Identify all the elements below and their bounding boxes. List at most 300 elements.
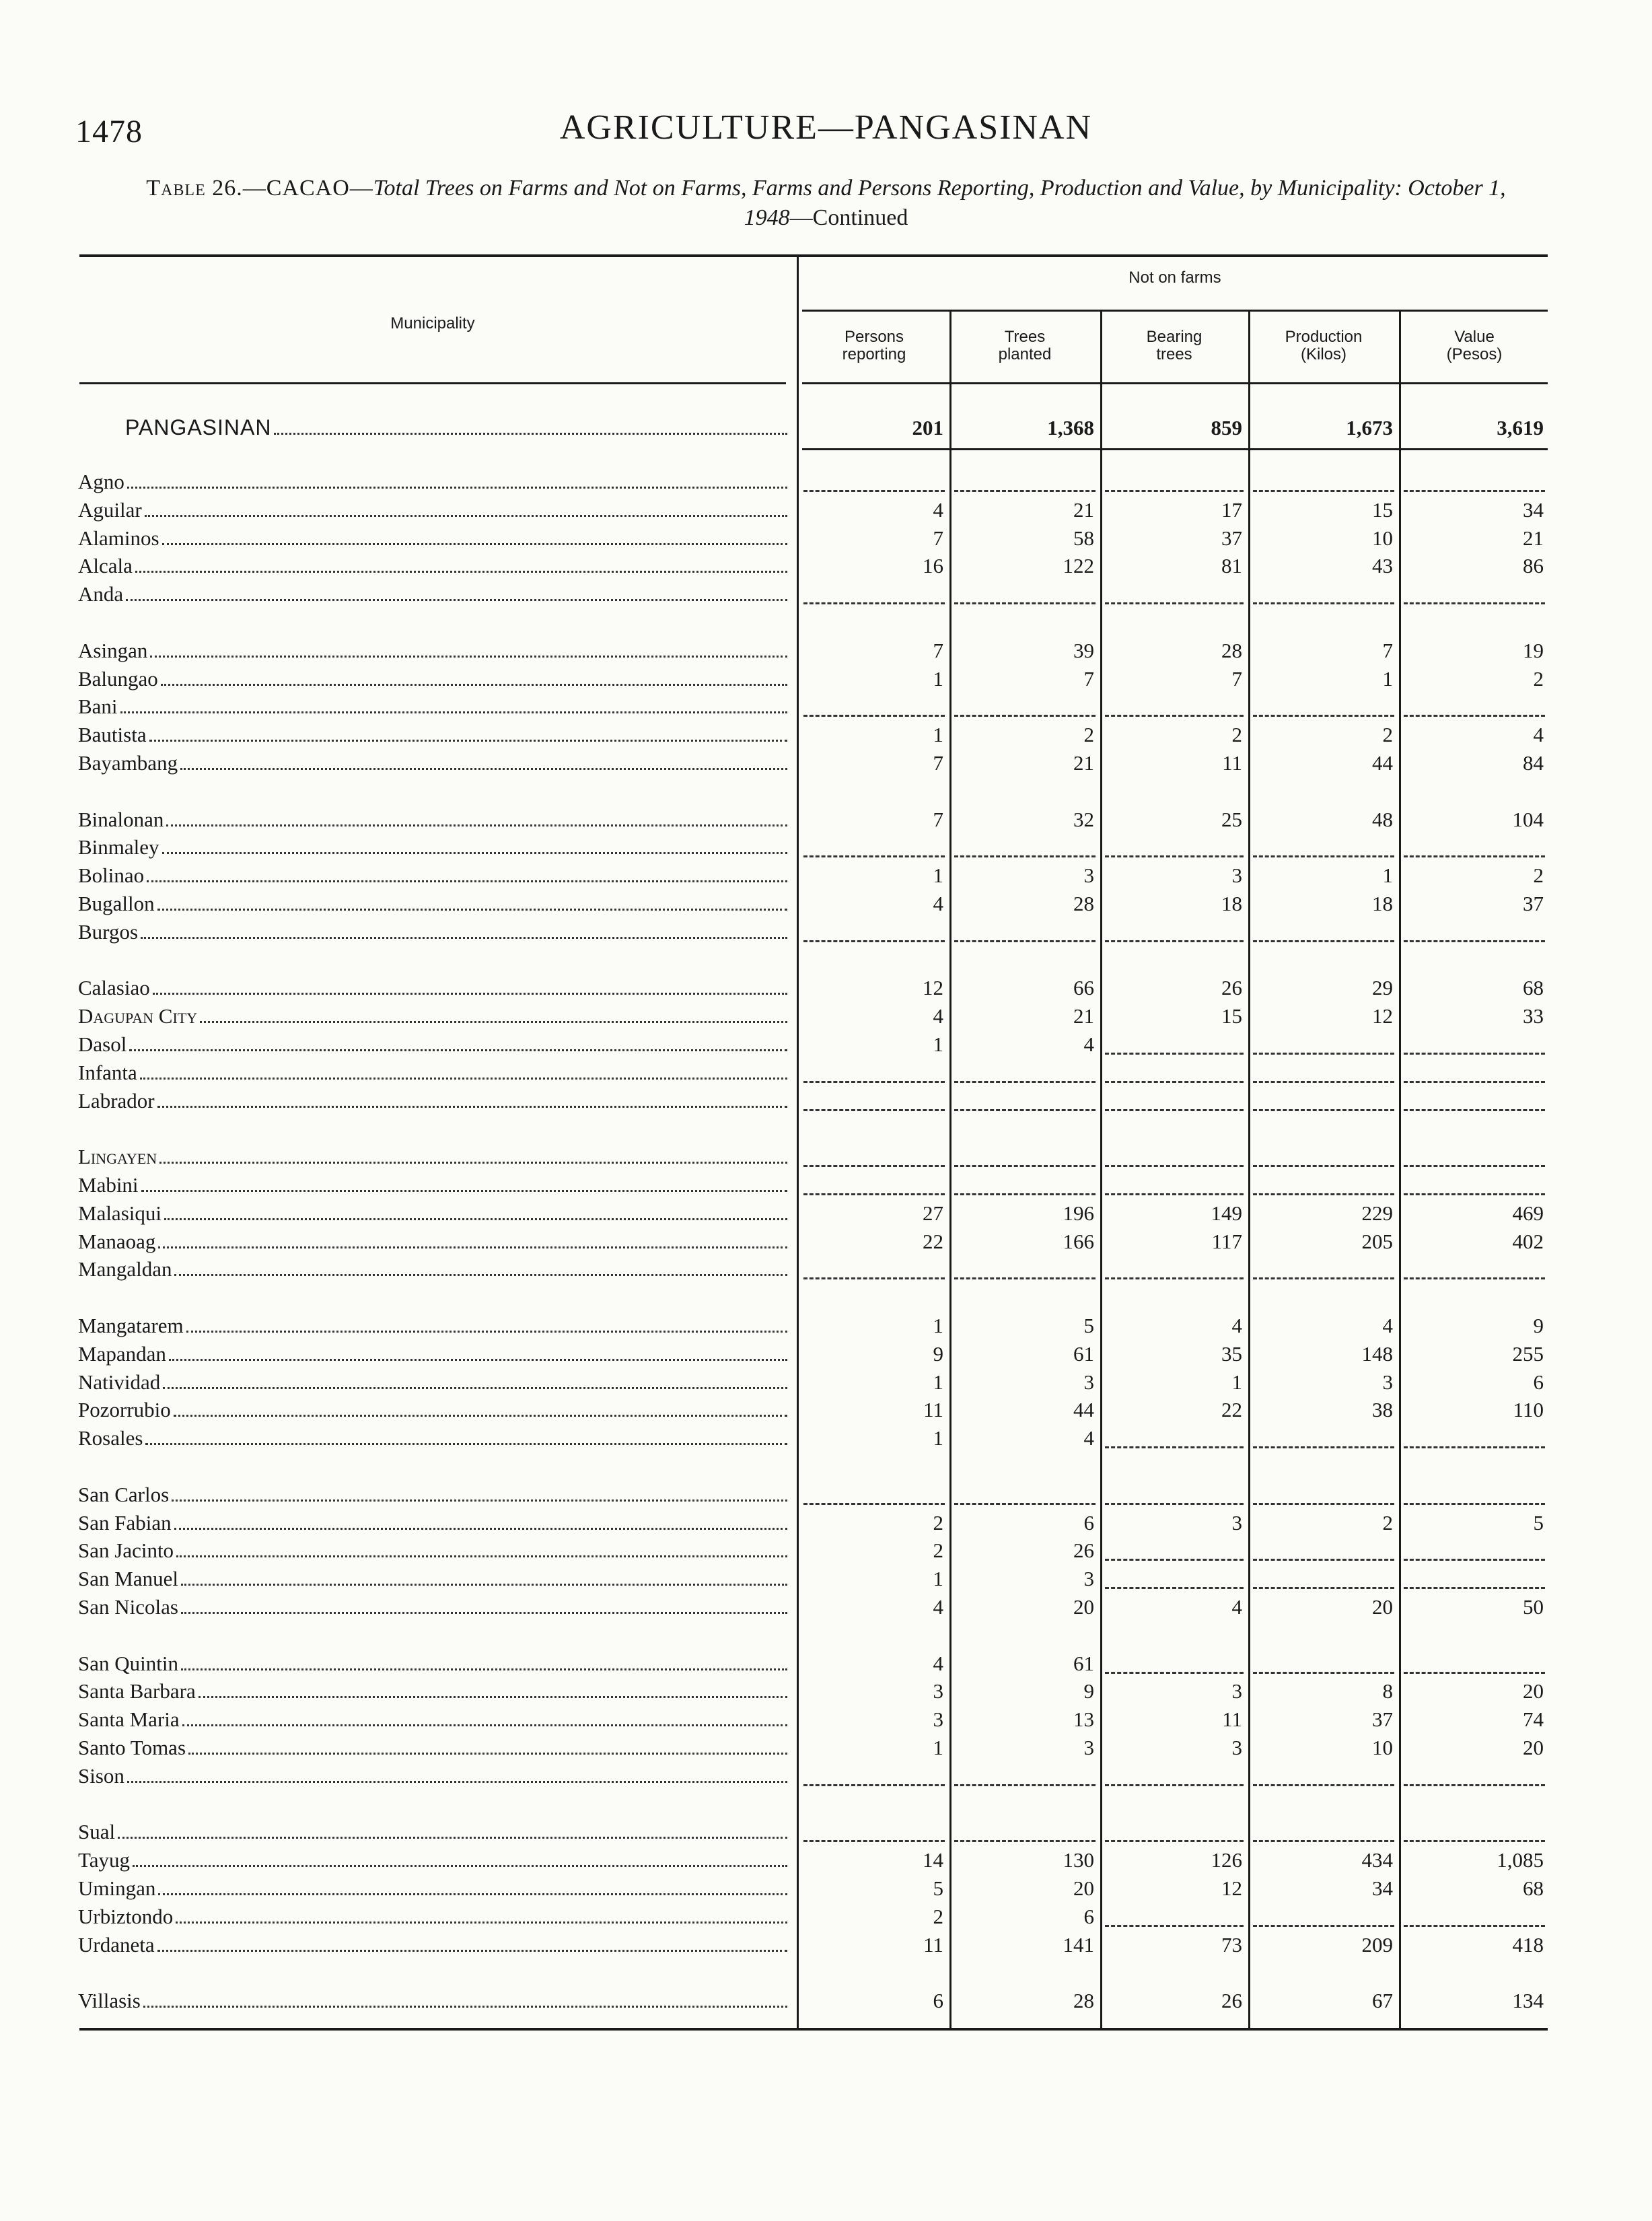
table-cell-value: 8 [1382, 1679, 1393, 1703]
empty-cell-dash [1253, 1081, 1394, 1083]
table-cell-value: 14 [923, 1848, 943, 1872]
municipality-name [78, 667, 791, 691]
total-value: 1,673 [1346, 416, 1393, 439]
municipality-name [78, 1539, 791, 1563]
empty-cell-dash [1404, 1165, 1545, 1167]
table-cell-value: 20 [1372, 1595, 1393, 1619]
table-cell-value: 1 [933, 863, 943, 887]
empty-cell-dash [1105, 855, 1244, 857]
table-cell-value: 3 [1231, 1511, 1242, 1535]
empty-cell-dash [954, 1109, 1096, 1111]
column-header-line1: Trees [1004, 328, 1046, 346]
table-cell-value: 12 [923, 976, 943, 999]
table-cell-value: 196 [1063, 1201, 1094, 1225]
table-cell-value: 3 [1231, 1679, 1242, 1703]
municipality-name [78, 1089, 791, 1113]
table-cell-value: 9 [1533, 1314, 1544, 1337]
municipality-label: Bugallon [78, 892, 155, 915]
municipality-name [78, 1820, 791, 1844]
table-cell-value: 37 [1221, 526, 1242, 550]
municipality-label: Urbiztondo [78, 1905, 174, 1928]
table-cell-value: 4 [933, 1595, 943, 1619]
municipality-label: PANGASINAN [125, 416, 272, 439]
empty-cell-dash [1253, 1053, 1394, 1055]
empty-cell-dash [954, 602, 1096, 604]
table-cell-value: 20 [1523, 1736, 1544, 1759]
empty-cell-dash [1105, 1840, 1244, 1842]
column-divider-3 [1100, 311, 1102, 2028]
leader-dots [145, 1443, 787, 1445]
column-header-line2: (Pesos) [1446, 345, 1503, 363]
municipality-label: Bayambang [78, 751, 178, 775]
table-cell-value: 21 [1073, 751, 1094, 775]
municipality-name [78, 1736, 791, 1760]
table-cell-value: 1 [933, 1370, 943, 1394]
empty-cell-dash [803, 1503, 945, 1505]
table-cell-value: 4 [1083, 1426, 1094, 1450]
empty-cell-dash [1404, 1446, 1545, 1448]
empty-cell-dash [1105, 490, 1244, 492]
municipality-label: Urdaneta [78, 1933, 155, 1956]
table-cell-value: 7 [933, 526, 943, 550]
empty-cell-dash [1253, 1672, 1394, 1674]
table-cell-value: 2 [1382, 1511, 1393, 1535]
municipality-name [78, 1145, 791, 1169]
municipality-name [78, 1989, 791, 2013]
empty-cell-dash [1404, 1503, 1545, 1505]
table-cell-value: 43 [1372, 554, 1393, 577]
municipality-name [78, 1652, 791, 1676]
total-value: 3,619 [1497, 416, 1544, 439]
municipality-label: San Carlos [78, 1483, 170, 1506]
table-cell-value: 209 [1361, 1933, 1393, 1956]
empty-cell-dash [1404, 1081, 1545, 1083]
empty-cell-dash [1404, 1277, 1545, 1279]
table-cell-value: 86 [1523, 554, 1544, 577]
municipality-label: Asingan [78, 639, 148, 662]
table-cell-value: 18 [1372, 892, 1393, 915]
empty-cell-dash [1404, 1587, 1545, 1589]
municipality-name [78, 1004, 791, 1028]
total-row-label [125, 416, 791, 440]
municipality-label: Dasol [78, 1032, 127, 1056]
table-cell-value: 3 [1382, 1370, 1393, 1394]
table-cell-value: 7 [1382, 639, 1393, 662]
leader-dots [157, 1950, 787, 1952]
municipality-name [78, 1679, 791, 1703]
table-cell-value: 11 [923, 1398, 943, 1421]
leader-dots [181, 1612, 787, 1614]
municipality-name [78, 1483, 791, 1507]
municipality-label: Mapandan [78, 1342, 166, 1366]
empty-cell-dash [1253, 855, 1394, 857]
empty-cell-dash [954, 1277, 1096, 1279]
leader-dots [274, 433, 787, 435]
leader-dots [157, 909, 787, 911]
municipality-label: San Quintin [78, 1652, 178, 1675]
municipality-name [78, 1511, 791, 1535]
empty-cell-dash [1105, 1081, 1244, 1083]
table-cell-value: 3 [1083, 1736, 1094, 1759]
empty-cell-dash [954, 855, 1096, 857]
table-cell-value: 2 [1083, 723, 1094, 746]
empty-cell-dash [1253, 1165, 1394, 1167]
empty-cell-dash [1253, 1784, 1394, 1786]
municipality-label: Binalonan [78, 808, 164, 831]
leader-dots [200, 1021, 787, 1023]
table-cell-value: 4 [1231, 1314, 1242, 1337]
table-cell-value: 1 [933, 1314, 943, 1337]
table-cell-value: 3 [933, 1707, 943, 1731]
municipality-name [78, 1398, 791, 1422]
table-cell-value: 37 [1372, 1707, 1393, 1731]
leader-dots [182, 1724, 787, 1726]
leader-dots [162, 543, 787, 545]
table-cell-value: 34 [1523, 498, 1544, 522]
empty-cell-dash [954, 1503, 1096, 1505]
leader-dots [141, 937, 787, 939]
table-cell-value: 126 [1211, 1848, 1242, 1872]
table-caption [135, 174, 1517, 233]
empty-cell-dash [1105, 1559, 1244, 1561]
leader-dots [163, 1387, 787, 1389]
municipality-label: Tayug [78, 1848, 131, 1872]
table-cell-value: 130 [1063, 1848, 1094, 1872]
municipality-name [78, 863, 791, 888]
table-cell-value: 469 [1512, 1201, 1544, 1225]
municipality-name [78, 554, 791, 578]
column-divider-1 [797, 256, 799, 2028]
leader-dots [149, 740, 787, 742]
column-header-3 [1102, 328, 1246, 363]
column-header-1 [801, 328, 947, 363]
column-header-line1: Bearing [1146, 328, 1202, 346]
empty-cell-dash [1404, 490, 1545, 492]
empty-cell-dash [803, 715, 945, 717]
municipality-label: Mabini [78, 1173, 139, 1197]
leader-dots [176, 1922, 787, 1924]
column-header-rule [79, 382, 786, 384]
leader-dots [135, 571, 787, 573]
empty-cell-dash [1105, 602, 1244, 604]
municipality-label: Manaoag [78, 1230, 156, 1253]
empty-cell-dash [803, 490, 945, 492]
municipality-label: Binmaley [78, 835, 159, 859]
empty-cell-dash [954, 1193, 1096, 1195]
municipality-label: Sison [78, 1764, 124, 1788]
table-cell-value: 26 [1221, 976, 1242, 999]
table-cell-value: 134 [1512, 1989, 1544, 2012]
column-header-line1: Production [1285, 328, 1363, 346]
column-header-2 [951, 328, 1098, 363]
empty-cell-dash [1404, 602, 1545, 604]
municipality-name [78, 695, 791, 719]
table-cell-value: 68 [1523, 976, 1544, 999]
municipality-name [78, 1595, 791, 1619]
table-cell-value: 18 [1221, 892, 1242, 915]
empty-cell-dash [1404, 1109, 1545, 1111]
table-cell-value: 20 [1523, 1679, 1544, 1703]
municipality-label: Infanta [78, 1061, 137, 1084]
table-cell-value: 66 [1073, 976, 1094, 999]
table-cell-value: 44 [1372, 751, 1393, 775]
empty-cell-dash [803, 1165, 945, 1167]
municipality-name [78, 1061, 791, 1085]
empty-cell-dash [1105, 940, 1244, 942]
empty-cell-dash [954, 1165, 1096, 1167]
municipality-name [78, 976, 791, 1000]
column-header-5 [1401, 328, 1548, 363]
municipality-name [78, 1876, 791, 1901]
table-top-rule [79, 254, 1548, 257]
municipality-name [78, 1933, 791, 1957]
table-cell-value: 9 [933, 1342, 943, 1366]
empty-cell-dash [803, 1277, 945, 1279]
table-cell-value: 28 [1221, 639, 1242, 662]
empty-cell-dash [1404, 1784, 1545, 1786]
municipality-label: San Fabian [78, 1511, 172, 1535]
leader-dots [158, 1246, 787, 1248]
table-cell-value: 3 [1231, 863, 1242, 887]
table-cell-value: 61 [1073, 1342, 1094, 1366]
table-cell-value: 4 [1382, 1314, 1393, 1337]
table-cell-value: 5 [1533, 1511, 1544, 1535]
empty-cell-dash [1253, 490, 1394, 492]
municipality-name [78, 498, 791, 522]
municipality-label: Pozorrubio [78, 1398, 171, 1421]
empty-cell-dash [803, 1840, 945, 1842]
municipality-label: Santa Maria [78, 1707, 180, 1731]
stub-header: Municipality [390, 314, 475, 332]
table-cell-value: 4 [933, 892, 943, 915]
column-header-line2: (Kilos) [1300, 345, 1346, 363]
table-cell-value: 3 [1231, 1736, 1242, 1759]
municipality-name [78, 892, 791, 916]
page-title: AGRICULTURE—PANGASINAN [559, 108, 1093, 147]
leader-dots [164, 1218, 787, 1220]
empty-cell-dash [1253, 602, 1394, 604]
leader-dots [120, 711, 787, 713]
empty-cell-dash [1404, 1672, 1545, 1674]
empty-cell-dash [1105, 1446, 1244, 1448]
table-cell-value: 3 [933, 1679, 943, 1703]
table-cell-value: 1 [933, 1032, 943, 1056]
table-cell-value: 166 [1063, 1230, 1094, 1253]
empty-cell-dash [803, 940, 945, 942]
table-cell-value: 33 [1523, 1004, 1544, 1028]
table-cell-value: 26 [1073, 1539, 1094, 1562]
table-cell-value: 16 [923, 554, 943, 577]
leader-dots [166, 824, 787, 826]
leader-dots [186, 1331, 787, 1333]
empty-cell-dash [803, 602, 945, 604]
table-cell-value: 74 [1523, 1707, 1544, 1731]
table-cell-value: 32 [1073, 808, 1094, 831]
table-cell-value: 13 [1073, 1707, 1094, 1731]
empty-cell-dash [1404, 1840, 1545, 1842]
leader-dots [157, 1106, 787, 1108]
table-cell-value: 10 [1372, 1736, 1393, 1759]
page-number: 1478 [75, 114, 143, 149]
leader-dots [153, 993, 787, 995]
table-cell-value: 1 [1382, 863, 1393, 887]
table-cell-value: 26 [1221, 1989, 1242, 2012]
municipality-label: Bolinao [78, 863, 145, 887]
table-cell-value: 11 [1222, 1707, 1242, 1731]
empty-cell-dash [1404, 940, 1545, 942]
total-value: 859 [1211, 416, 1242, 439]
leader-dots [174, 1274, 787, 1276]
leader-dots [172, 1500, 787, 1502]
leader-dots [147, 880, 787, 882]
column-header-line1: Persons [844, 328, 904, 346]
empty-cell-dash [803, 1193, 945, 1195]
table-cell-value: 1,085 [1497, 1848, 1544, 1872]
empty-cell-dash [1253, 940, 1394, 942]
leader-dots [188, 1753, 787, 1755]
empty-cell-dash [1105, 1053, 1244, 1055]
table-cell-value: 149 [1211, 1201, 1242, 1225]
group-header-rule [802, 310, 1548, 312]
table-cell-value: 2 [1382, 723, 1393, 746]
municipality-label: San Manuel [78, 1567, 178, 1590]
table-cell-value: 6 [933, 1989, 943, 2012]
municipality-name [78, 1764, 791, 1788]
empty-cell-dash [803, 855, 945, 857]
table-cell-value: 11 [923, 1933, 943, 1956]
table-cell-value: 122 [1063, 554, 1094, 577]
leader-dots [181, 1584, 787, 1586]
municipality-name [78, 1426, 791, 1450]
table-cell-value: 68 [1523, 1876, 1544, 1900]
leader-dots [174, 1528, 787, 1530]
table-cell-value: 2 [1533, 667, 1544, 691]
table-cell-value: 39 [1073, 639, 1094, 662]
table-cell-value: 15 [1372, 498, 1393, 522]
municipality-name [78, 582, 791, 606]
leader-dots [126, 599, 787, 601]
leader-dots [141, 1190, 787, 1192]
municipality-name [78, 1201, 791, 1226]
total-bottom-rule [802, 448, 1548, 450]
municipality-name [78, 1342, 791, 1366]
table-cell-value: 7 [1231, 667, 1242, 691]
table-cell-value: 205 [1361, 1230, 1393, 1253]
table-cell-value: 37 [1523, 892, 1544, 915]
table-cell-value: 1 [933, 723, 943, 746]
leader-dots [181, 1668, 787, 1670]
table-cell-value: 110 [1513, 1398, 1544, 1421]
caption-lead: Table 26.—CACAO— [146, 176, 373, 201]
empty-cell-dash [1253, 1925, 1394, 1927]
leader-dots [159, 1162, 787, 1164]
column-divider-5 [1399, 311, 1401, 2028]
table-cell-value: 21 [1073, 498, 1094, 522]
empty-cell-dash [954, 1840, 1096, 1842]
municipality-label: Santa Barbara [78, 1679, 196, 1703]
table-cell-value: 4 [1231, 1595, 1242, 1619]
leader-dots [145, 515, 787, 517]
empty-cell-dash [1105, 1784, 1244, 1786]
municipality-name [78, 1567, 791, 1591]
table-cell-value: 48 [1372, 808, 1393, 831]
empty-cell-dash [954, 715, 1096, 717]
municipality-name [78, 1230, 791, 1254]
table-cell-value: 25 [1221, 808, 1242, 831]
empty-cell-dash [1404, 1193, 1545, 1195]
municipality-label: Balungao [78, 667, 158, 691]
municipality-label: Rosales [78, 1426, 143, 1450]
column-header-line2: reporting [842, 345, 906, 363]
empty-cell-dash [1105, 1165, 1244, 1167]
municipality-label: Malasiqui [78, 1201, 161, 1225]
leader-dots [176, 1555, 787, 1557]
leader-dots [140, 1078, 787, 1080]
table-cell-value: 58 [1073, 526, 1094, 550]
table-cell-value: 35 [1221, 1342, 1242, 1366]
municipality-label: Calasiao [78, 976, 150, 999]
empty-cell-dash [1253, 1446, 1394, 1448]
table-cell-value: 11 [1222, 751, 1242, 775]
municipality-name [78, 526, 791, 551]
table-cell-value: 2 [933, 1905, 943, 1928]
group-header: Not on farms [1128, 269, 1221, 287]
empty-cell-dash [1253, 1193, 1394, 1195]
table-cell-value: 17 [1221, 498, 1242, 522]
leader-dots [199, 1696, 787, 1698]
table-cell-value: 81 [1221, 554, 1242, 577]
empty-cell-dash [1105, 1277, 1244, 1279]
municipality-name [78, 751, 791, 775]
table-cell-value: 1 [933, 1567, 943, 1590]
municipality-name [78, 1314, 791, 1338]
municipality-name [78, 639, 791, 663]
table-cell-value: 10 [1372, 526, 1393, 550]
table-cell-value: 61 [1073, 1652, 1094, 1675]
municipality-name [78, 1173, 791, 1197]
table-cell-value: 1 [1231, 1370, 1242, 1394]
table-cell-value: 3 [1083, 1567, 1094, 1590]
column-divider-4 [1248, 311, 1250, 2028]
empty-cell-dash [1105, 1109, 1244, 1111]
table-cell-value: 2 [933, 1539, 943, 1562]
empty-cell-dash [803, 1784, 945, 1786]
caption-italic: Total Trees on Farms and Not on Farms, Farms and Persons Reporting, Production and Value, by Municipality: October 1, 1948 [373, 176, 1506, 230]
empty-cell-dash [954, 1081, 1096, 1083]
empty-cell-dash [1404, 855, 1545, 857]
leader-dots [129, 1049, 787, 1051]
table-cell-value: 1 [933, 1426, 943, 1450]
leader-dots [133, 1865, 787, 1867]
table-cell-value: 7 [933, 751, 943, 775]
table-cell-value: 27 [923, 1201, 943, 1225]
table-cell-value: 7 [933, 808, 943, 831]
municipality-name [78, 470, 791, 494]
empty-cell-dash [1105, 1503, 1244, 1505]
empty-cell-dash [1253, 1840, 1394, 1842]
empty-cell-dash [1105, 1193, 1244, 1195]
table-cell-value: 84 [1523, 751, 1544, 775]
column-divider-2 [949, 311, 951, 2028]
table-cell-value: 6 [1083, 1905, 1094, 1928]
table-cell-value: 29 [1372, 976, 1393, 999]
empty-cell-dash [1105, 1925, 1244, 1927]
municipality-label: Bautista [78, 723, 147, 746]
empty-cell-dash [1404, 1559, 1545, 1561]
leader-dots [150, 656, 787, 658]
table-cell-value: 3 [1083, 863, 1094, 887]
empty-cell-dash [1105, 715, 1244, 717]
